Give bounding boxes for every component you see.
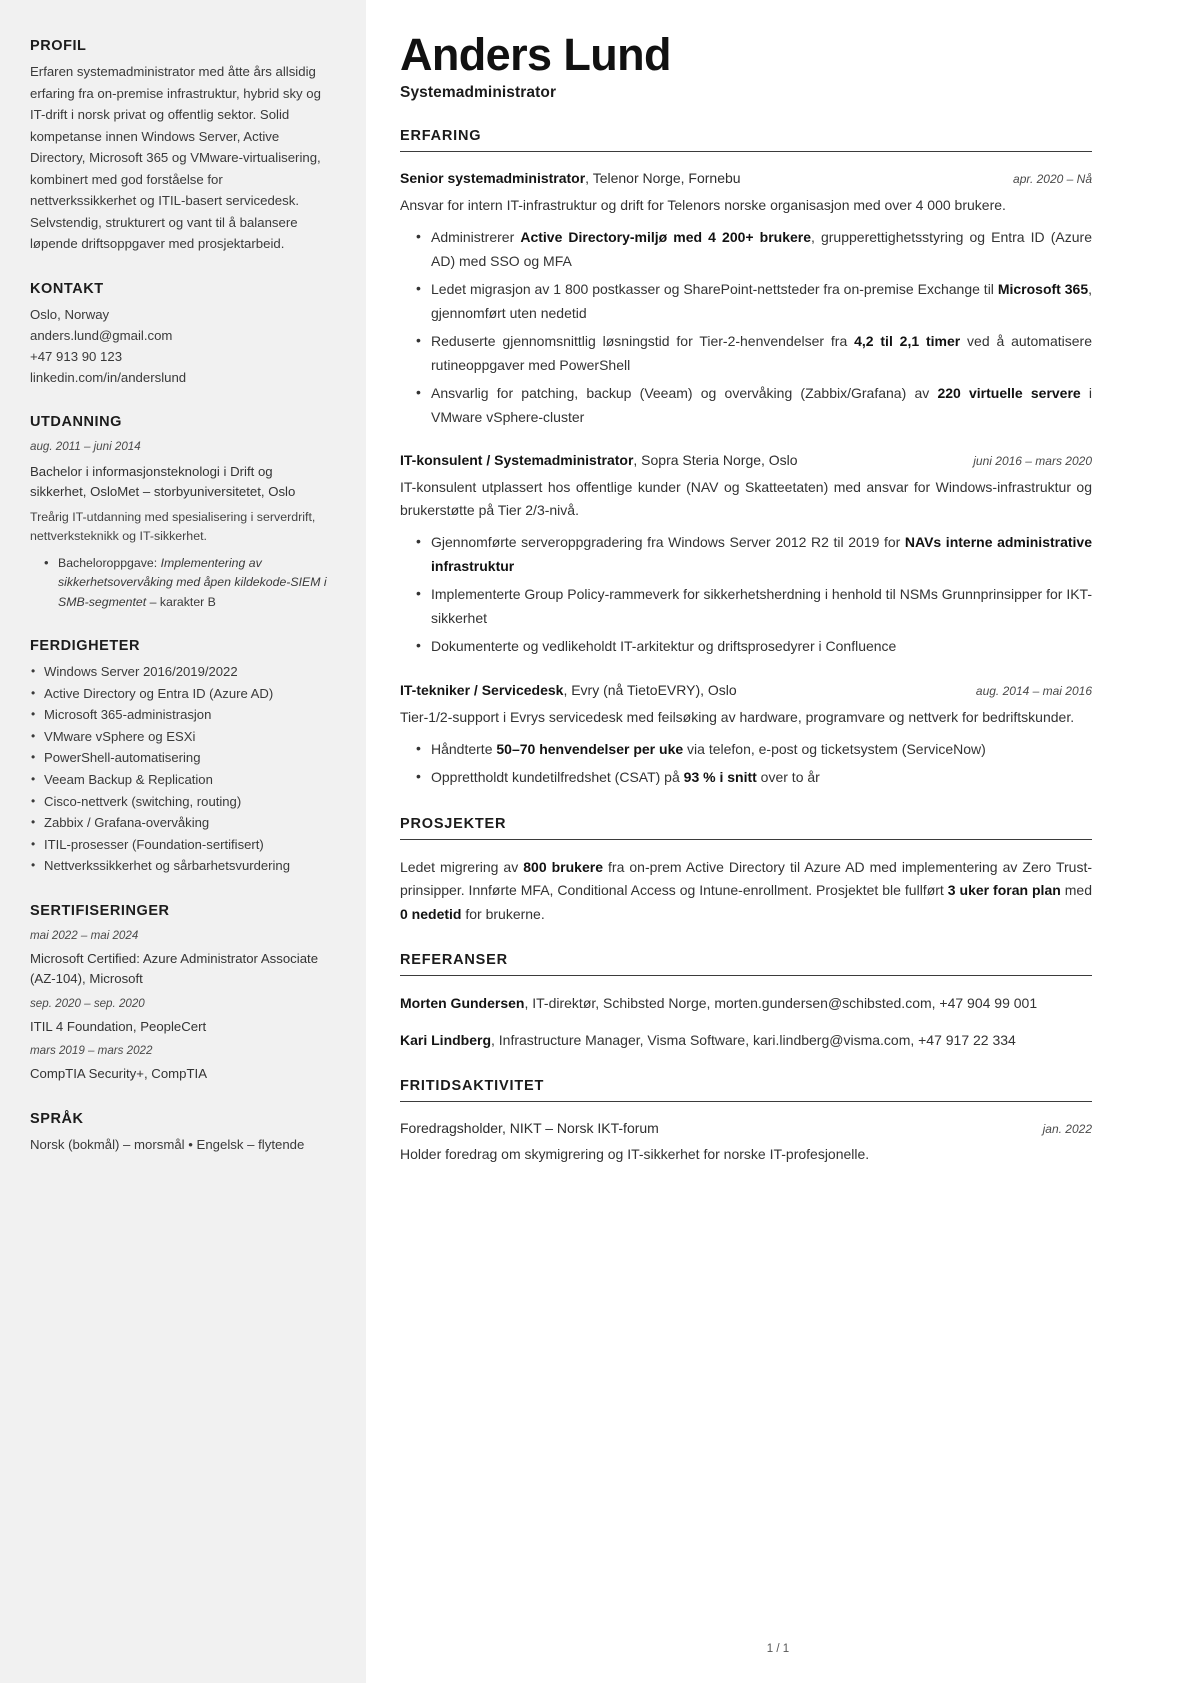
reference-name: Kari Lindberg bbox=[400, 1032, 492, 1048]
page-title: Anders Lund bbox=[400, 29, 671, 80]
emphasis-text: 220 virtuelle servere bbox=[937, 385, 1081, 401]
experience-bullet bbox=[400, 382, 1092, 429]
references-section bbox=[400, 952, 1092, 1052]
education-section bbox=[30, 414, 330, 613]
body-text: Dokumenterte og vedlikeholdt IT-arkitektur og driftsprosedyrer i Confluence bbox=[431, 638, 897, 654]
leisure-section bbox=[400, 1078, 1092, 1166]
contact-linkedin[interactable]: linkedin.com/in/anderslund bbox=[30, 369, 187, 385]
skill-item: • Zabbix / Grafana-overvåking bbox=[30, 812, 330, 834]
reference-item bbox=[400, 1029, 1092, 1052]
experience-role: Senior systemadministrator bbox=[400, 170, 586, 186]
body-text: Implementerte Group Policy-rammeverk for sikkerhetsherdning i henhold til NSMs Grunnprinsipper for IKT-sikkerhet bbox=[431, 586, 1092, 626]
contact-section bbox=[30, 281, 330, 388]
body-text: , gjennomført uten nedetid bbox=[431, 281, 1092, 321]
languages-heading: SPRÅK bbox=[30, 1110, 84, 1127]
experience-entry bbox=[400, 168, 1092, 429]
skill-item: • Microsoft 365-administrasjon bbox=[30, 704, 330, 726]
references-list bbox=[400, 992, 1092, 1052]
certification-name: Microsoft Certified: Azure Administrator Associate (AZ-104), Microsoft bbox=[30, 950, 319, 987]
body-text: Gjennomførte serveroppgradering fra Windows Server 2012 R2 til 2019 for bbox=[431, 534, 905, 550]
experience-period: juni 2016 – mars 2020 bbox=[973, 454, 1092, 468]
contact-email[interactable]: anders.lund@gmail.com bbox=[30, 327, 173, 343]
experience-bullet bbox=[400, 531, 1092, 578]
projects-section bbox=[400, 816, 1092, 927]
experience-bullet bbox=[400, 330, 1092, 377]
projects-divider bbox=[400, 839, 1092, 840]
body-text: med bbox=[1060, 882, 1092, 898]
skill-item: • ITIL-prosesser (Foundation-sertifisert) bbox=[30, 834, 330, 856]
emphasis-text: 93 % i snitt bbox=[683, 769, 757, 785]
leisure-title: Foredragsholder, NIKT – Norsk IKT-forum bbox=[400, 1120, 659, 1136]
experience-bullet bbox=[400, 635, 1092, 659]
projects-paragraph bbox=[400, 856, 1092, 927]
body-text: Håndterte bbox=[431, 740, 497, 757]
education-bullets bbox=[30, 554, 330, 613]
experience-company: , Evry (nå TietoEVRY), Oslo bbox=[563, 681, 737, 698]
body-text: Administrerer bbox=[431, 229, 521, 245]
education-thesis-bullet bbox=[30, 554, 330, 613]
experience-period: aug. 2014 – mai 2016 bbox=[975, 683, 1092, 698]
reference-name: Morten Gundersen bbox=[400, 995, 525, 1011]
body-text: fra on-prem Active Directory til Azure AD med implementering av Zero Trust-prinsipper. Innførte MFA, Conditional Access og Intune-enrollment. Prosjektet ble fullført bbox=[400, 858, 1093, 898]
body-text: Reduserte gjennomsnittlig løsningstid for Tier-2-henvendelser fra bbox=[431, 333, 855, 349]
certifications-heading: SERTIFISERINGER bbox=[30, 902, 170, 919]
body-text: over to år bbox=[756, 769, 820, 785]
thesis-title: Implementering av sikkerhetsovervåking med åpen kildekode-SIEM i SMB-segmentet bbox=[58, 555, 327, 609]
emphasis-text: 0 nedetid bbox=[400, 905, 462, 922]
header-subtitle: Systemadministrator bbox=[400, 84, 557, 101]
experience-divider bbox=[400, 151, 1092, 152]
references-divider bbox=[400, 975, 1092, 976]
experience-description: IT-konsulent utplassert hos offentlige kunder (NAV og Skatteetaten) med ansvar for Windows-infrastruktur og brukerstøtte på Tier 2/3-nivå. bbox=[400, 479, 1092, 518]
experience-entry bbox=[400, 680, 1092, 790]
skills-heading: FERDIGHETER bbox=[30, 638, 140, 654]
experience-section bbox=[400, 128, 1092, 790]
skill-item: • Cisco-nettverk (switching, routing) bbox=[30, 791, 330, 813]
certification-name: ITIL 4 Foundation, PeopleCert bbox=[30, 1018, 207, 1034]
experience-period: apr. 2020 – Nå bbox=[1013, 172, 1092, 186]
emphasis-text: NAVs interne administrative infrastruktur bbox=[431, 534, 1092, 574]
body-text: Ansvarlig for patching, backup (Veeam) og overvåking (Zabbix/Grafana) av bbox=[431, 385, 938, 401]
experience-entry bbox=[400, 450, 1092, 659]
contact-heading: KONTAKT bbox=[30, 280, 104, 297]
certification-period: mai 2022 – mai 2024 bbox=[30, 928, 139, 942]
body-text: Ledet migrering av bbox=[400, 858, 524, 875]
sidebar bbox=[0, 0, 366, 1683]
emphasis-text: 800 brukere bbox=[523, 858, 603, 875]
profile-text: Erfaren systemadministrator med åtte års allsidig erfaring fra on-premise infrastruktur, hybrid sky og IT-drift i norsk privat og offentlig sektor. Solid kompetanse innen Windows Server, Active Directory, Microsoft 365 og VMware-virtualisering, kombinert med god forståelse for nettverkssikkerhet og ITIL-basert servicedesk. Selvstendig, strukturert og vant til å balansere løpende driftsoppgaver med prosjektarbeid. bbox=[30, 64, 321, 251]
emphasis-text: 4,2 til 2,1 timer bbox=[854, 333, 961, 349]
experience-company: , Sopra Steria Norge, Oslo bbox=[633, 452, 798, 468]
thesis-suffix: – karakter B bbox=[146, 594, 216, 609]
certification-name: CompTIA Security+, CompTIA bbox=[30, 1066, 207, 1082]
body-text: ved å automatisere rutineoppgaver med PowerShell bbox=[431, 333, 1092, 373]
experience-bullet bbox=[400, 278, 1092, 325]
skill-item: • Windows Server 2016/2019/2022 bbox=[30, 661, 330, 683]
experience-role: IT-tekniker / Servicedesk bbox=[400, 681, 564, 698]
body-text: via telefon, e-post og ticketsystem (ServiceNow) bbox=[683, 740, 986, 757]
emphasis-text: Active Directory-miljø med 4 200+ brukere bbox=[520, 229, 812, 245]
experience-entry-head bbox=[400, 680, 1092, 701]
skill-item: • VMware vSphere og ESXi bbox=[30, 726, 330, 748]
emphasis-text: 3 uker foran plan bbox=[947, 882, 1061, 898]
leisure-heading: FRITIDSAKTIVITET bbox=[400, 1078, 545, 1094]
main-content bbox=[366, 0, 1190, 1683]
education-period: aug. 2011 – juni 2014 bbox=[30, 439, 141, 453]
references-heading: REFERANSER bbox=[400, 952, 508, 968]
languages-text: Norsk (bokmål) – morsmål • Engelsk – flytende bbox=[30, 1136, 305, 1152]
reference-details: , Infrastructure Manager, Visma Software, kari.lindberg@visma.com, +47 917 22 334 bbox=[491, 1032, 1016, 1048]
experience-bullets bbox=[400, 531, 1092, 659]
emphasis-text: 50–70 henvendelser per uke bbox=[496, 740, 684, 757]
education-description: Treårig IT-utdanning med spesialisering i serverdrift, nettverksteknikk og IT-sikkerhet. bbox=[30, 509, 316, 543]
leisure-description: Holder foredrag om skymigrering og IT-sikkerhet for norske IT-profesjonelle. bbox=[400, 1146, 870, 1162]
reference-item bbox=[400, 992, 1092, 1015]
experience-description: Tier-1/2-support i Evrys servicedesk med feilsøking av hardware, programvare og nettverk for bedriftskunder. bbox=[400, 708, 1075, 725]
languages-section bbox=[30, 1111, 330, 1155]
body-text: Opprettholdt kundetilfredshet (CSAT) på bbox=[431, 769, 684, 785]
experience-entry-head bbox=[400, 450, 1092, 471]
contact-phone: +47 913 90 123 bbox=[30, 348, 123, 364]
projects-heading: PROSJEKTER bbox=[400, 815, 507, 832]
thesis-prefix: Bacheloroppgave: bbox=[58, 555, 161, 570]
reference-details: , IT-direktør, Schibsted Norge, morten.gundersen@schibsted.com, +47 904 99 001 bbox=[524, 995, 1038, 1011]
page-indicator: 1 / 1 bbox=[766, 1643, 790, 1655]
education-heading: UTDANNING bbox=[30, 413, 122, 430]
experience-company: , Telenor Norge, Fornebu bbox=[585, 170, 741, 186]
profile-heading: PROFIL bbox=[30, 38, 87, 54]
certification-period: mars 2019 – mars 2022 bbox=[30, 1044, 153, 1058]
education-degree: Bachelor i informasjonsteknologi i Drift og sikkerhet, OsloMet – storbyuniversitetet, Oslo bbox=[30, 463, 296, 499]
skill-item: • Nettverkssikkerhet og sårbarhetsvurdering bbox=[30, 855, 330, 877]
certifications-section bbox=[30, 903, 330, 1085]
experience-bullets bbox=[400, 226, 1092, 429]
experience-bullet bbox=[400, 583, 1092, 630]
leisure-head bbox=[400, 1118, 1092, 1139]
experience-role-company bbox=[400, 680, 737, 701]
certifications-list bbox=[30, 926, 330, 1085]
experience-bullet bbox=[400, 226, 1092, 273]
experience-list bbox=[400, 168, 1092, 790]
leisure-divider bbox=[400, 1101, 1092, 1102]
experience-role: IT-konsulent / Systemadministrator bbox=[400, 452, 634, 468]
contact-location: Oslo, Norway bbox=[30, 306, 110, 322]
emphasis-text: Microsoft 365 bbox=[997, 281, 1089, 297]
skill-item: • Veeam Backup & Replication bbox=[30, 769, 330, 791]
experience-entry-head bbox=[400, 168, 1092, 189]
experience-description: Ansvar for intern IT-infrastruktur og drift for Telenors norske organisasjon med over 4 000 brukere. bbox=[400, 197, 1006, 213]
experience-bullets bbox=[400, 738, 1092, 790]
experience-heading: ERFARING bbox=[400, 128, 482, 144]
body-text: i VMware vSphere-cluster bbox=[431, 385, 1093, 425]
experience-bullet bbox=[400, 738, 1092, 762]
skills-list bbox=[30, 661, 330, 877]
profile-section bbox=[30, 38, 330, 255]
experience-role-company bbox=[400, 450, 798, 471]
body-text: , grupperettighetsstyring og Entra ID (Azure AD) med SSO og MFA bbox=[431, 229, 1092, 269]
body-text: Ledet migrasjon av 1 800 postkasser og SharePoint-nettsteder fra on-premise Exchange til bbox=[431, 281, 998, 297]
body-text: for brukerne. bbox=[461, 905, 545, 922]
experience-role-company bbox=[400, 168, 741, 189]
skills-section bbox=[30, 638, 330, 877]
experience-bullet bbox=[400, 766, 1092, 790]
leisure-period: jan. 2022 bbox=[1042, 1122, 1092, 1136]
certification-period: sep. 2020 – sep. 2020 bbox=[30, 996, 145, 1010]
skill-item: • Active Directory og Entra ID (Azure AD) bbox=[30, 683, 330, 705]
skill-item: • PowerShell-automatisering bbox=[30, 747, 330, 769]
